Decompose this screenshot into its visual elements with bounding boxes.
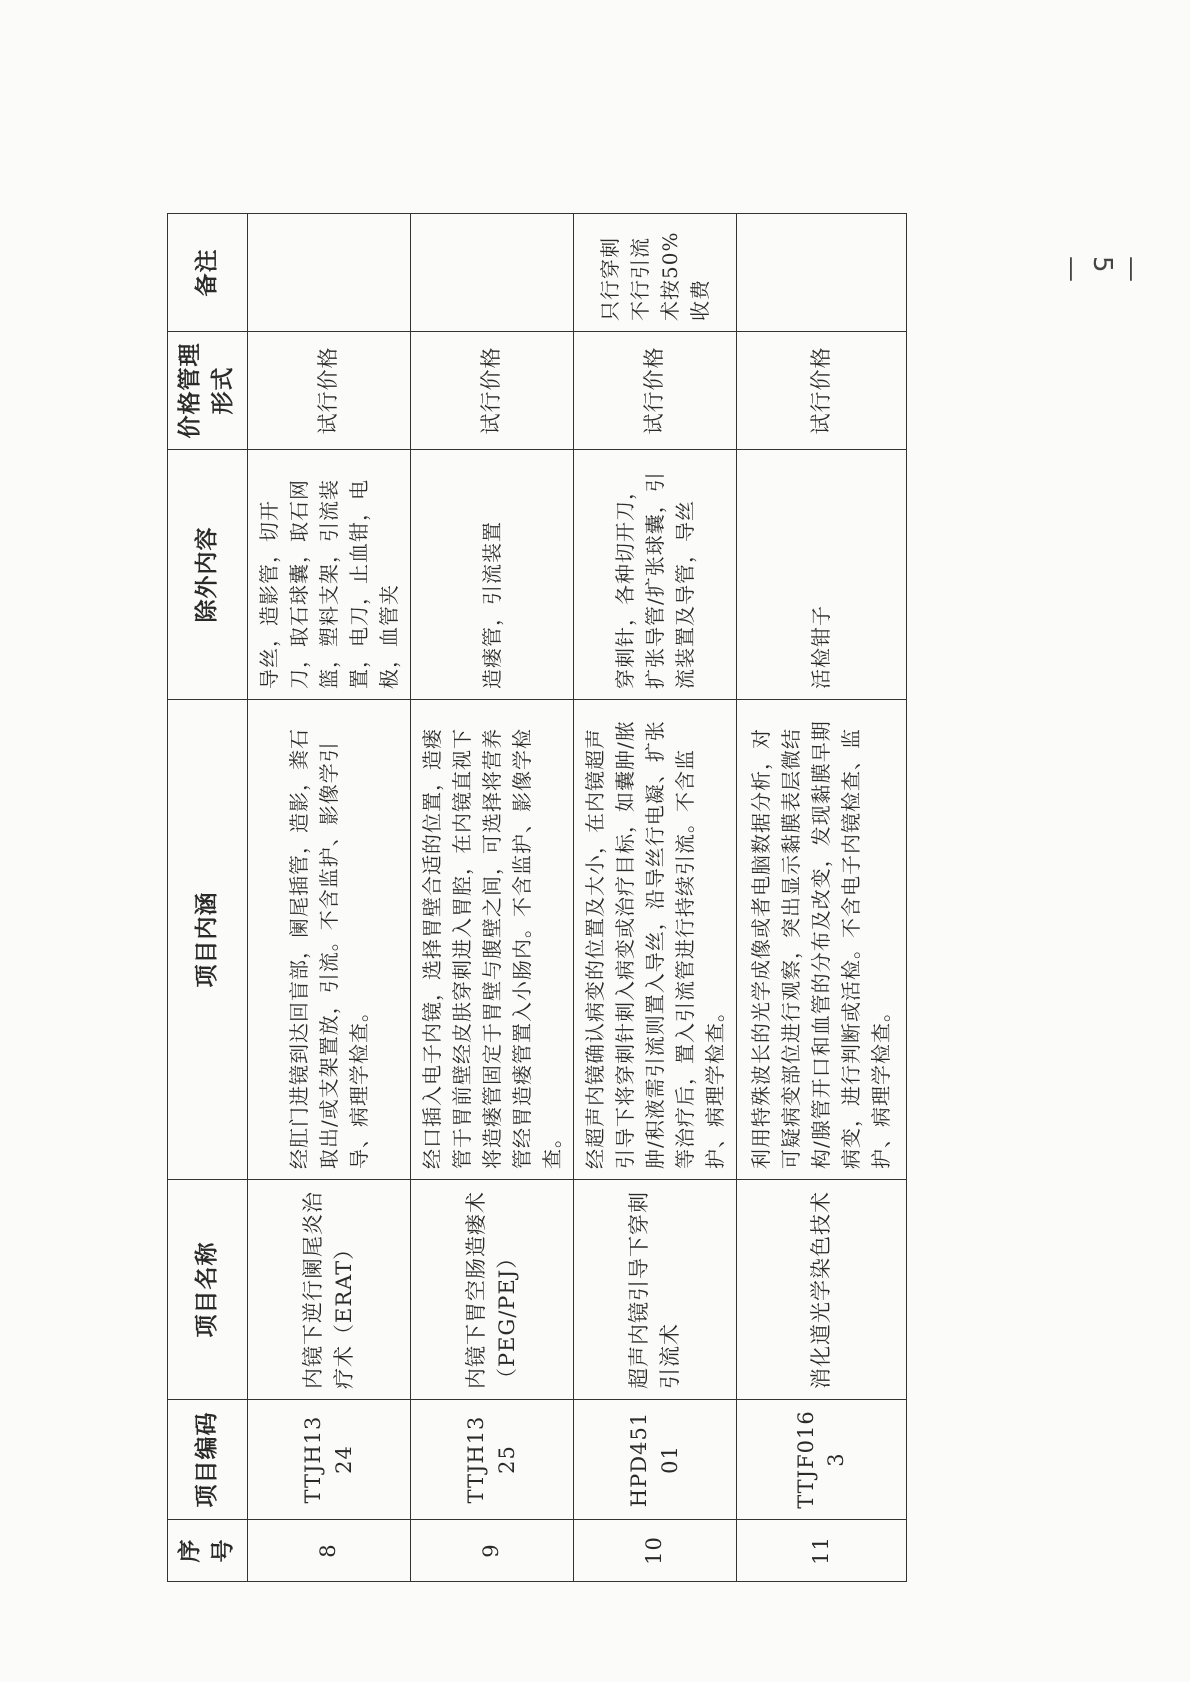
cell-name: 内镜下胃空肠造瘘术（PEG/PEJ） [410, 1180, 573, 1400]
cell-content: 经超声内镜确认病变的位置及大小，在内镜超声引导下将穿刺针刺入病变或治疗目标，如囊肿/脓肿/积液需引流则置入导丝，沿导丝行电凝、扩张等治疗后，置入引流管进行持续引流。不含监护、病理学检查。 [573, 700, 736, 1180]
cell-excluded: 活检钳子 [736, 450, 906, 700]
page-number: — 5 — [1057, 256, 1147, 288]
header-price-mode: 价格管理形式 [168, 332, 248, 450]
table-row [410, 214, 573, 1582]
cell-code: TTJH1324 [247, 1400, 410, 1520]
cell-seq: 9 [410, 1520, 573, 1582]
cell-name: 消化道光学染色技术 [736, 1180, 906, 1400]
table-header-row [168, 214, 248, 1582]
cell-content: 经口插入电子内镜，选择胃壁合适的位置，造瘘管于胃前壁经皮肤穿刺进入胃腔，在内镜直视下将造瘘管固定于胃壁与腹壁之间，可选择将营养管经胃造瘘管置入小肠内。不含监护、影像学检查。 [410, 700, 573, 1180]
table-row [736, 214, 906, 1582]
cell-price-mode: 试行价格 [247, 332, 410, 450]
price-table-container [167, 214, 894, 1582]
header-code: 项目编码 [168, 1400, 248, 1520]
price-table [167, 213, 907, 1582]
table-row [247, 214, 410, 1582]
cell-code: TTJF0163 [736, 1400, 906, 1520]
cell-excluded: 造瘘管，引流装置 [410, 450, 573, 700]
cell-code: TTJH1325 [410, 1400, 573, 1520]
cell-notes [247, 214, 410, 332]
cell-code: HPD45101 [573, 1400, 736, 1520]
cell-excluded: 穿刺针，各种切开刀，扩张导管/扩张球囊，引流装置及导管，导丝 [573, 450, 736, 700]
cell-content: 经肛门进镜到达回盲部，阑尾插管，造影，粪石取出/或支架置放，引流。不含监护、影像学引导、病理学检查。 [247, 700, 410, 1180]
cell-seq: 8 [247, 1520, 410, 1582]
cell-notes [410, 214, 573, 332]
cell-name: 内镜下逆行阑尾炎治疗术（ERAT） [247, 1180, 410, 1400]
cell-content: 利用特殊波长的光学成像或者电脑数据分析，对可疑病变部位进行观察，突出显示黏膜表层微结构/腺管开口和血管的分布及改变，发现黏膜早期病变，进行判断或活检。不含电子内镜检查、监护、病理学检查。 [736, 700, 906, 1180]
header-seq: 序号 [168, 1520, 248, 1582]
cell-price-mode: 试行价格 [736, 332, 906, 450]
table-row [573, 214, 736, 1582]
cell-seq: 11 [736, 1520, 906, 1582]
header-name: 项目名称 [168, 1180, 248, 1400]
cell-name: 超声内镜引导下穿刺引流术 [573, 1180, 736, 1400]
cell-notes: 只行穿刺不行引流术按50%收费 [573, 214, 736, 332]
cell-excluded: 导丝，造影管，切开刀，取石球囊，取石网篮，塑料支架，引流装置，电刀，止血钳，电极，血管夹 [247, 450, 410, 700]
header-content: 项目内涵 [168, 700, 248, 1180]
header-notes: 备注 [168, 214, 248, 332]
cell-seq: 10 [573, 1520, 736, 1582]
cell-notes [736, 214, 906, 332]
header-excluded: 除外内容 [168, 450, 248, 700]
cell-price-mode: 试行价格 [573, 332, 736, 450]
cell-price-mode: 试行价格 [410, 332, 573, 450]
